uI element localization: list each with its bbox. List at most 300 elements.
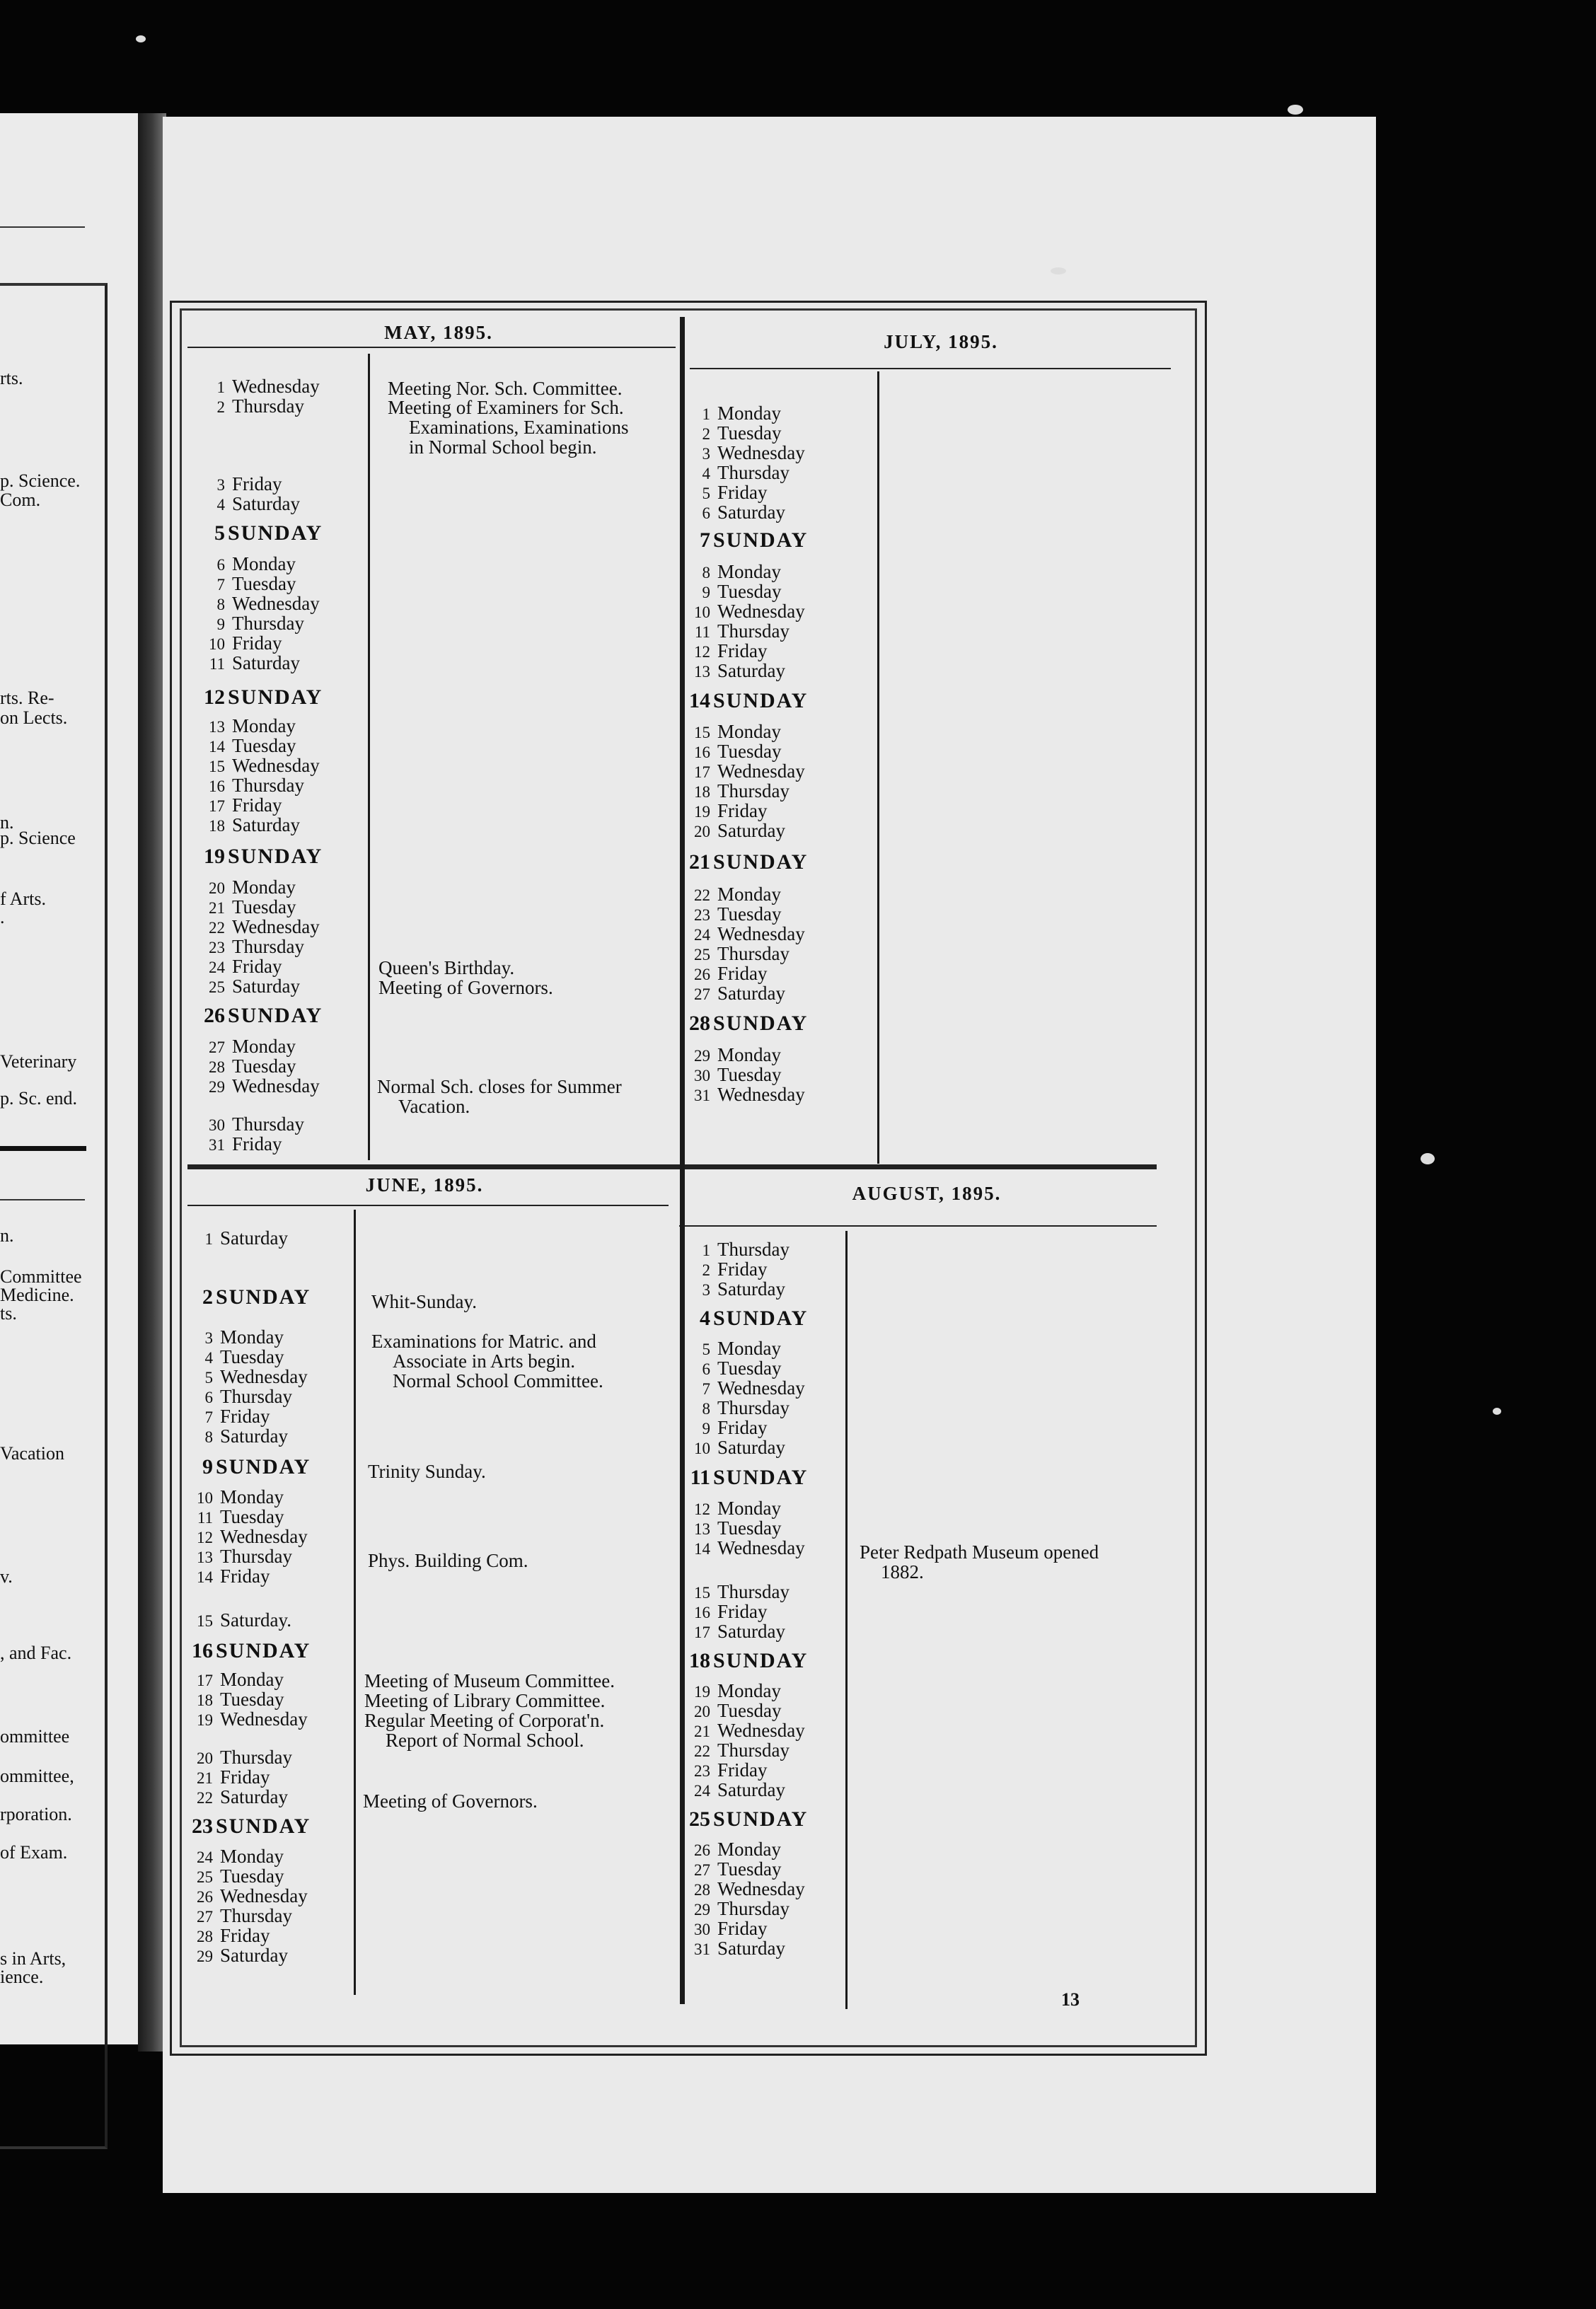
event-line: 1882. (881, 1561, 924, 1582)
day-row (685, 722, 781, 743)
day-number: 3 (702, 445, 710, 463)
day-row (200, 396, 304, 417)
day-number: 18 (689, 1649, 710, 1672)
day-name: Friday (232, 1133, 282, 1154)
day-number: 2 (702, 425, 710, 443)
day-row (200, 633, 282, 654)
day-number: 14 (694, 1540, 710, 1558)
day-number: 6 (216, 556, 225, 574)
previous-page (0, 113, 141, 2044)
day-number: 8 (216, 596, 225, 613)
day-name: Thursday (717, 1740, 790, 1761)
day-name: Tuesday (717, 422, 782, 444)
day-row (187, 1747, 292, 1769)
day-number: 13 (694, 1520, 710, 1538)
day-row (200, 795, 282, 816)
day-name: Saturday (717, 820, 785, 841)
day-row (685, 1084, 805, 1106)
day-name: Saturday (232, 814, 300, 835)
day-name: Monday (717, 403, 781, 424)
day-name: Thursday (232, 936, 304, 957)
day-name: SUNDAY (713, 1307, 809, 1330)
day-name: Friday (717, 800, 768, 821)
day-name: Monday (232, 1036, 296, 1057)
day-row (200, 685, 323, 709)
day-number: 26 (197, 1888, 213, 1906)
day-number: 18 (694, 783, 710, 801)
day-name: Tuesday (232, 573, 296, 594)
day-name: Wednesday (232, 755, 320, 776)
event-line: in Normal School begin. (409, 436, 597, 458)
day-name: Friday (232, 632, 282, 654)
day-name: Tuesday (220, 1346, 284, 1367)
day-row (685, 1518, 782, 1539)
day-number: 21 (694, 1723, 710, 1740)
day-number: 24 (197, 1848, 213, 1866)
event-line: Normal School Committee. (393, 1370, 603, 1391)
day-row (187, 1546, 292, 1568)
day-name: Thursday (717, 1239, 790, 1260)
day-number: 29 (694, 1901, 710, 1919)
day-name: Tuesday (232, 735, 296, 756)
previous-page-fragment: ience. (0, 1967, 44, 1987)
day-row (200, 917, 320, 938)
calendar-event (388, 378, 622, 398)
day-row (200, 1114, 304, 1135)
day-number: 4 (216, 496, 225, 514)
august-column-rule (845, 1231, 848, 2009)
dust-speck (1051, 267, 1066, 274)
day-name: Friday (717, 1601, 768, 1622)
day-number: 24 (694, 926, 710, 944)
day-name: Tuesday (232, 1055, 296, 1077)
day-name: SUNDAY (228, 845, 323, 868)
day-row (685, 1279, 785, 1300)
day-name: Wednesday (717, 1377, 805, 1399)
day-number: 3 (702, 1281, 710, 1299)
day-number: 10 (694, 1440, 710, 1457)
event-line: Associate in Arts begin. (393, 1350, 575, 1372)
previous-page-fragment: Vacation (0, 1443, 64, 1464)
day-name: Thursday (717, 462, 790, 483)
day-number: 19 (197, 1711, 213, 1729)
day-name: Saturday (717, 1779, 785, 1800)
previous-page-fragment: ommittee, (0, 1766, 74, 1786)
day-name: Friday (220, 1925, 270, 1946)
day-name: Friday (717, 963, 768, 984)
day-name: SUNDAY (713, 689, 809, 712)
day-row (200, 554, 296, 575)
previous-page-fragment: Com. (0, 490, 41, 510)
day-number: 19 (694, 1683, 710, 1701)
day-row (685, 1859, 782, 1880)
day-name: Tuesday (717, 741, 782, 762)
day-number: 31 (694, 1940, 710, 1958)
day-number: 30 (694, 1067, 710, 1084)
day-number: 28 (689, 1012, 710, 1035)
event-line: Meeting Nor. Sch. Committee. (388, 378, 623, 399)
day-row (685, 944, 790, 965)
page-number: 13 (1061, 1989, 1080, 2010)
day-row (685, 1839, 781, 1860)
day-row (685, 1602, 768, 1623)
day-number: 10 (694, 603, 710, 621)
day-name: Thursday (717, 1581, 790, 1602)
day-name: Friday (232, 794, 282, 816)
month-title-august: AUGUST, 1895. (852, 1183, 1002, 1204)
day-row (685, 852, 808, 872)
day-row (200, 897, 296, 918)
day-name: Thursday (220, 1386, 292, 1407)
day-row (187, 1767, 270, 1788)
previous-page-fragment: rporation. (0, 1804, 72, 1824)
day-row (187, 1228, 288, 1249)
day-row (685, 924, 805, 945)
day-number: 8 (204, 1428, 213, 1446)
day-row (200, 474, 282, 495)
previous-page-fragment: rts. Re- (0, 688, 54, 708)
previous-page-rule (0, 1199, 85, 1200)
day-number: 11 (690, 1466, 710, 1489)
event-line: Report of Normal School. (386, 1730, 584, 1751)
day-row (685, 884, 781, 905)
day-row (685, 1919, 768, 1940)
day-name: Wednesday (717, 760, 805, 782)
day-row (200, 376, 320, 398)
day-row (685, 581, 782, 603)
previous-page-fragment: . (0, 907, 5, 927)
day-name: Friday (232, 956, 282, 977)
day-name: Thursday (220, 1905, 292, 1926)
day-name: Wednesday (717, 1720, 805, 1741)
event-line: Meeting of Governors. (363, 1790, 538, 1812)
day-number: 19 (694, 803, 710, 821)
day-number: 9 (216, 615, 225, 633)
center-column-divider (680, 317, 685, 2004)
event-line: Examinations, Examinations (409, 417, 629, 438)
day-number: 2 (702, 1261, 710, 1279)
day-name: Wednesday (717, 1084, 805, 1105)
day-number: 9 (702, 584, 710, 601)
day-number: 20 (694, 1703, 710, 1720)
day-row (685, 1468, 808, 1488)
day-name: Friday (717, 482, 768, 503)
day-name: Monday (220, 1669, 284, 1690)
day-row (187, 1426, 288, 1447)
day-name: Saturday (717, 1437, 785, 1458)
day-number: 7 (204, 1408, 213, 1426)
day-number: 14 (197, 1568, 213, 1586)
day-row (187, 1527, 308, 1548)
day-row (685, 621, 790, 642)
day-number: 26 (694, 1841, 710, 1859)
day-number: 16 (209, 777, 225, 795)
event-line: Meeting of Museum Committee. (364, 1670, 615, 1691)
day-name: Monday (220, 1326, 284, 1348)
day-name: SUNDAY (216, 1285, 311, 1309)
day-number: 31 (694, 1087, 710, 1104)
day-row (187, 1641, 311, 1661)
day-row (685, 1378, 805, 1399)
day-name: Wednesday (717, 923, 805, 944)
day-name: SUNDAY (713, 528, 809, 552)
day-number: 2 (202, 1285, 213, 1309)
day-number: 5 (702, 485, 710, 502)
day-name: Friday (220, 1406, 270, 1427)
day-row (685, 1259, 768, 1280)
day-number: 5 (204, 1369, 213, 1387)
day-number: 25 (209, 978, 225, 996)
day-number: 19 (204, 845, 225, 868)
day-name: Saturday (220, 1786, 288, 1807)
day-name: Tuesday (717, 1517, 782, 1539)
day-row (685, 661, 785, 682)
day-number: 10 (197, 1489, 213, 1507)
day-name: Monday (717, 1338, 781, 1359)
day-number: 6 (702, 504, 710, 522)
event-line: Regular Meeting of Corporat'n. (364, 1710, 605, 1731)
day-name: Saturday (220, 1945, 288, 1966)
day-row (187, 1457, 311, 1477)
day-number: 14 (209, 738, 225, 756)
day-number: 18 (197, 1691, 213, 1709)
previous-page-fragment: p. Science. (0, 470, 81, 491)
day-number: 15 (197, 1612, 213, 1630)
day-number: 7 (216, 576, 225, 594)
previous-page-rule (0, 226, 85, 228)
previous-page-fragment: n. (0, 1225, 14, 1246)
day-number: 17 (197, 1672, 213, 1689)
day-name: SUNDAY (713, 1466, 809, 1489)
day-row (187, 1347, 284, 1368)
june-column-rule (354, 1210, 356, 1995)
day-number: 22 (694, 886, 710, 904)
day-row (685, 801, 768, 822)
event-line: Trinity Sunday. (368, 1461, 486, 1482)
day-number: 4 (700, 1307, 710, 1330)
calendar-event (363, 1791, 538, 1811)
day-row (200, 1134, 282, 1155)
day-number: 16 (694, 1604, 710, 1621)
day-row (685, 1309, 808, 1329)
day-name: Thursday (232, 1113, 304, 1135)
day-name: Saturday (220, 1425, 288, 1447)
day-row (187, 1817, 311, 1836)
day-row (200, 1056, 296, 1077)
day-name: Wednesday (220, 1885, 308, 1906)
day-number: 27 (197, 1908, 213, 1926)
day-number: 5 (214, 521, 225, 545)
day-number: 1 (702, 1242, 710, 1259)
day-name: Saturday (717, 502, 785, 523)
day-number: 22 (209, 919, 225, 937)
calendar-event (378, 958, 514, 978)
day-row (685, 1045, 781, 1066)
day-row (187, 1886, 308, 1907)
calendar-event (368, 1462, 486, 1481)
previous-page-fragment: , and Fac. (0, 1643, 72, 1663)
dust-speck (1493, 1408, 1501, 1415)
day-number: 25 (689, 1807, 710, 1831)
day-name: SUNDAY (216, 1455, 311, 1478)
day-row (685, 821, 785, 842)
day-name: Tuesday (717, 1858, 782, 1880)
day-row (187, 1945, 288, 1967)
day-row (187, 1406, 270, 1428)
day-name: Friday (220, 1766, 270, 1788)
day-row (685, 1938, 785, 1960)
book-gutter (138, 113, 166, 2052)
day-name: SUNDAY (713, 1012, 809, 1035)
day-number: 21 (197, 1769, 213, 1787)
month-title-july: JULY, 1895. (884, 331, 998, 352)
day-number: 17 (694, 763, 710, 781)
day-name: Tuesday (717, 1358, 782, 1379)
day-row (685, 1418, 768, 1439)
day-row (685, 1760, 768, 1781)
day-row (685, 1681, 781, 1702)
day-number: 28 (209, 1058, 225, 1076)
day-row (187, 1846, 284, 1868)
previous-page-fragment: Veterinary (0, 1051, 77, 1072)
day-number: 26 (694, 966, 710, 983)
day-number: 25 (694, 946, 710, 963)
day-row (187, 1926, 270, 1947)
day-row (685, 1358, 782, 1379)
day-name: Tuesday (220, 1865, 284, 1887)
day-name: Saturday (717, 1278, 785, 1300)
day-row (200, 976, 300, 997)
day-row (685, 1807, 809, 1831)
may-header-rule (187, 347, 676, 348)
day-name: Thursday (717, 1397, 790, 1418)
day-number: 1 (702, 405, 710, 423)
event-line: Whit-Sunday. (371, 1291, 477, 1312)
day-name: Saturday (717, 660, 785, 681)
day-row (200, 937, 304, 958)
day-name: Saturday (717, 983, 785, 1004)
day-name: Tuesday (717, 903, 782, 925)
day-number: 2 (216, 398, 225, 416)
day-name: Wednesday (717, 1878, 805, 1899)
day-name: Tuesday (717, 1064, 782, 1085)
day-row (187, 1866, 284, 1887)
day-number: 16 (192, 1639, 213, 1662)
day-number: 15 (209, 758, 225, 775)
previous-page-fragment: rts. (0, 368, 23, 388)
day-row (685, 1621, 785, 1643)
day-row (685, 1437, 785, 1459)
day-number: 28 (197, 1928, 213, 1945)
day-row (200, 494, 300, 515)
day-name: Wednesday (220, 1366, 308, 1387)
day-name: Monday (220, 1486, 284, 1507)
day-row (200, 613, 304, 635)
day-row (200, 815, 300, 836)
day-number: 11 (694, 623, 710, 641)
day-number: 18 (209, 817, 225, 835)
day-number: 22 (694, 1742, 710, 1760)
event-line: Meeting of Examiners for Sch. (388, 397, 624, 418)
day-row (187, 1387, 292, 1408)
day-number: 13 (209, 718, 225, 736)
day-name: SUNDAY (228, 1004, 323, 1027)
day-row (200, 716, 296, 737)
day-number: 20 (197, 1749, 213, 1767)
day-row (200, 956, 282, 978)
day-number: 15 (694, 724, 710, 741)
day-number: 26 (204, 1004, 225, 1027)
day-name: SUNDAY (228, 521, 323, 545)
day-number: 29 (197, 1948, 213, 1965)
day-row (685, 443, 805, 464)
day-row (685, 601, 805, 623)
day-name: Saturday (220, 1227, 288, 1249)
day-row (187, 1906, 292, 1927)
day-number: 14 (689, 689, 710, 712)
day-number: 6 (702, 1360, 710, 1378)
day-name: Friday (232, 473, 282, 494)
may-column-rule (368, 354, 370, 1160)
day-row (200, 756, 320, 777)
calendar-event (371, 1292, 477, 1312)
day-number: 3 (204, 1329, 213, 1347)
day-row (685, 1720, 805, 1742)
day-number: 3 (216, 476, 225, 494)
day-row (685, 1899, 790, 1920)
day-name: Friday (717, 1918, 768, 1939)
day-row (200, 574, 296, 595)
day-name: Monday (717, 721, 781, 742)
day-row (200, 775, 304, 797)
day-row (187, 1487, 284, 1508)
day-number: 23 (694, 1762, 710, 1780)
day-row (685, 1582, 790, 1603)
day-number: 10 (209, 635, 225, 653)
day-name: Wednesday (232, 593, 320, 614)
day-row (685, 463, 790, 484)
month-title-may: MAY, 1895. (384, 322, 493, 343)
day-number: 17 (694, 1624, 710, 1641)
previous-page-fragment: of Exam. (0, 1842, 68, 1863)
day-number: 21 (689, 850, 710, 874)
day-number: 13 (197, 1549, 213, 1566)
day-number: 21 (209, 899, 225, 917)
day-name: Thursday (717, 780, 790, 802)
day-number: 15 (694, 1584, 710, 1602)
event-line: Phys. Building Com. (368, 1550, 528, 1571)
day-name: Monday (717, 1839, 781, 1860)
previous-page-divider (0, 1146, 86, 1151)
day-number: 23 (192, 1815, 213, 1838)
day-row (200, 523, 323, 543)
day-name: Saturday (717, 1621, 785, 1642)
day-row (685, 963, 768, 985)
event-line: Meeting of Library Committee. (364, 1690, 606, 1711)
day-number: 8 (702, 1400, 710, 1418)
day-name: Friday (717, 640, 768, 661)
event-line: Peter Redpath Museum opened (860, 1541, 1099, 1563)
day-name: SUNDAY (713, 1649, 809, 1672)
dust-speck (1421, 1153, 1435, 1164)
day-row (200, 594, 320, 615)
day-row (187, 1709, 308, 1730)
day-number: 1 (216, 378, 225, 396)
day-number: 11 (209, 655, 225, 673)
previous-page-fragment: v. (0, 1566, 13, 1587)
day-name: Thursday (232, 395, 304, 417)
day-row (200, 736, 296, 757)
